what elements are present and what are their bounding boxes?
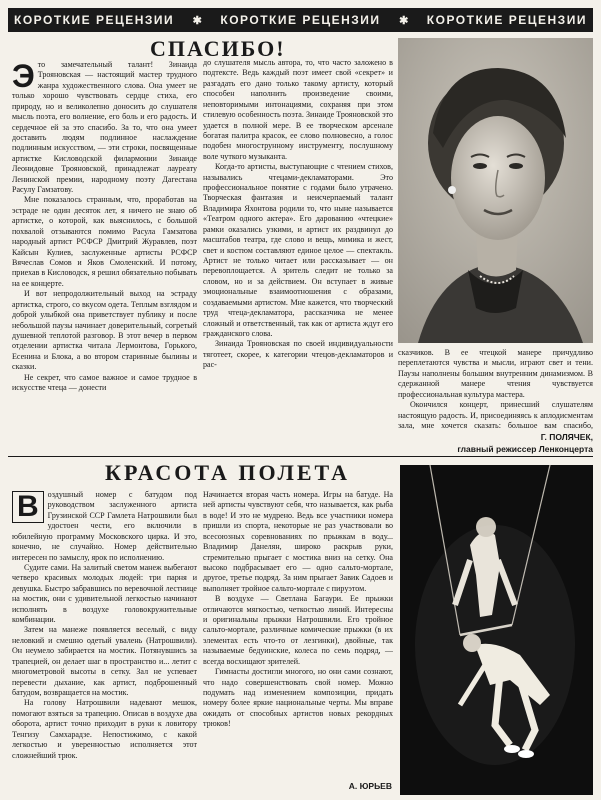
paragraph: Затем на манеже появляется веселый, с виду неловкий и смешно одетый увалень (Натрошвили). Он неумело забирается на мостик. Потянувшись за трапецией, он делает шаг в пространство и... летит с многометровой высоты в сетку. Зал не успевает перевести дыхание, как артист, подброшенный батудом, возвращается на мостик. bbox=[12, 625, 197, 698]
review-column-1 bbox=[12, 60, 197, 445]
signature-name: Г. ПОЛЯЧЕК, bbox=[540, 432, 593, 442]
signature-name: А. ЮРЬЕВ bbox=[348, 781, 392, 791]
portrait-photo bbox=[398, 38, 593, 343]
paragraph: Зинаида Трояновская по своей индивидуальности тяготеет, скорее, к категории чтецов-декламаторов и рас- bbox=[203, 339, 393, 370]
paragraph: Гимнасты достигли многого, но они сами сознают, что надо совершенствовать свой номер. Можно подумать над изменением композиции, придать номеру более яркие национальные черты. Мы вправе ожидать от способных артистов новых рекордных трюков! bbox=[203, 667, 393, 729]
section-divider bbox=[8, 456, 593, 457]
acrobats-photo bbox=[400, 465, 593, 795]
review-title: КРАСОТА ПОЛЕТА bbox=[105, 460, 350, 485]
review-column-2 bbox=[203, 490, 393, 772]
review-title: СПАСИБО! bbox=[150, 36, 286, 61]
banner-label-3: КОРОТКИЕ РЕЦЕНЗИИ bbox=[426, 13, 587, 27]
paragraph: В воздухе — Светлана Багаури. Ее прыжки отличаются мягкостью, четкостью линий. Интересны и оригинальны прыжки Натрошвили. Его тройное сальто-мортале, различные комические прыжки (в их элементах есть что-то от лезгинки), двойные, так называемые бедуинские, колеса по семь подряд, — всегда восхищают зрителей. bbox=[203, 594, 393, 666]
review-column-3 bbox=[398, 348, 593, 430]
signature-role: главный режиссер Ленконцерта bbox=[457, 444, 593, 454]
banner-label-1: КОРОТКИЕ РЕЦЕНЗИИ bbox=[14, 13, 175, 27]
paragraph: В оздушный номер с батудом под руководством заслуженного артиста Грузинской ССР Гамлета Натрошвили был удостоен чести, его включили в юбилейную программу Московского цирка. И это, конечно, не случайно. Номер действительно интересен по замыслу, ярок по исполнению. bbox=[12, 490, 197, 562]
drop-cap: В bbox=[12, 491, 44, 523]
paragraph: Судите сами. На залитый светом манеж выбегают четверо красивых молодых людей: три парня и девушка. Быстро забравшись по веревочной лестнице на мостик, они с удивительной легкостью начинают исполнять в воздухе головокружительные комбинации. bbox=[12, 562, 197, 625]
section-banner bbox=[8, 8, 593, 32]
paragraph: до слушателя мысль автора, то, что часто заложено в подтексте. Ведь каждый поэт имеет свой «секрет» и разгадать его дано только такому артисту, который способен наполнить произведение своими, неповторимыми интонациями, сохраняя при этом стилевую особенность поэта. Зинаиде Трояновской это удается в полной мере. В ее творческом арсенале богатая палитра красок, ее слово полновесно, а голос подобен многострунному инструменту, послушному воле чуткого музыканта. bbox=[203, 58, 393, 161]
review-column-1 bbox=[12, 490, 197, 795]
paragraph: Когда-то артисты, выступающие с чтением стихов, назывались чтецами-декламаторами. Это профессиональное понятие с годами было утрачено. Творческая фантазия и неисчерпаемый талант Владимира Яхонтова родили то, что ныне называется «Театром одного актера». Его дарованию «чтецкие» рамки оказались узкими, и артист их раздвинул до масштабов театра, где слово и вещь, мимика и жест, свет и костюм составляют единое целое — спектакль. Артист не только читает или рассказывает — он перевоплощается. А зритель следит не только за словом, но и за действием. Он вступает в живые эмоциональные взаимоотношения с образами, создаваемыми артистом. Мне кажется, что творческий труд чтеца-декламатора, рассказчика не менее сложный и ответственный, так как от артиста ждут его гражданского слова. bbox=[203, 162, 393, 338]
banner-label-2: КОРОТКИЕ РЕЦЕНЗИИ bbox=[220, 13, 381, 27]
paragraph: На голову Натрошвили надевают мешок, помогают взяться за трапецию. Описав в воздухе два оборота, артист точно приходит в руки к ловитору Тенгизу Самхарадзе. Непостижимо, с какой легкостью и уверенностью исполняется этот сложнейший трюк. bbox=[12, 698, 197, 760]
review-column-2 bbox=[203, 58, 393, 445]
banner-separator: ✱ bbox=[192, 14, 202, 27]
banner-separator: ✱ bbox=[399, 14, 409, 27]
paragraph: И вот непродолжительный выход на эстраду артистка, строго, со вкусом одета. Теплым взглядом и доброй улыбкой она приветствует публику и после небольшой паузы начинает доверительный, согретый душевной теплотой разговор. В этот вечер в первом отделении артистка читала Лермонтова, Горького, Есенина и Блока, а во втором старинные былины и сказки. bbox=[12, 289, 197, 372]
paragraph: сказчиков. В ее чтецкой манере причудливо переплетаются чувства и мысли, играют свет и тени. Паузы наполнены большим внутренним динамизмом. В сдержанной манере чтения чувствуется профессиональная культура мастера. bbox=[398, 348, 593, 399]
paragraph: Начинается вторая часть номера. Игры на батуде. На ней артисты чувствуют себя, что называется, как рыба в воде! И это не мудрено. Ведь все участники номера пришли из спорта, некоторые не раз участвовали во всесоюзных соревнованиях по прыжкам в воду... Владимир Данелян, широко раскрыв руки, стремительно прыгает с мостика вниз на сетку. Она высоко подбрасывает его — одно сальто-мортале, другое, третье подряд. За ним прыгает Завик Садоев и выполняет тройное сальто-мортале с пируэтом. bbox=[203, 490, 393, 593]
drop-cap: Э bbox=[12, 60, 35, 94]
paragraph: Не секрет, что самое важное и самое трудное в искусстве чтеца — донести bbox=[12, 372, 197, 393]
paragraph: Мне показалось странным, что, проработав на эстраде не один десяток лет, я ничего не знаю об артистке, о которой, как выяснилось, с большой похвалой отзываются помимо Расула Гамзатова народный артист РСФСР Дмитрий Журавлев, поэт Кайсын Кулиев, заслуженные артисты РСФСР Вячеслав Сомов и Яков Смоленский. И потому, приехав в Кисловодск, я решил обязательно побывать на ее концерте. bbox=[12, 195, 197, 288]
signature bbox=[398, 431, 593, 455]
signature bbox=[300, 780, 392, 792]
paragraph: Это замечательный талант! Зинаида Трояновская — настоящий мастер трудного жанра художественного слова. Она умеет не только хорошо чувствовать сердце стиха, его природу, но и великолепно доносить до слушателя мысль поэта, его волнение, его боль и его радость. И сердечное ей за это спасибо. За то, что она умеет доставить людям подлинное наслаждение подлинным искусством, — эти строки, посвященные артистке Кисловодской филармонии Зинаиде Леонидовне Трояновской, принадлежат лауреату Ленинской премии, народному поэту Дагестана Расулу Гамзатову. bbox=[12, 60, 197, 195]
paragraph: Окончился концерт, принесший слушателям настоящую радость. И, присоединяясь к аплодисментам зала, мне хочется сказать: большое вам спасибо, bbox=[398, 400, 593, 430]
